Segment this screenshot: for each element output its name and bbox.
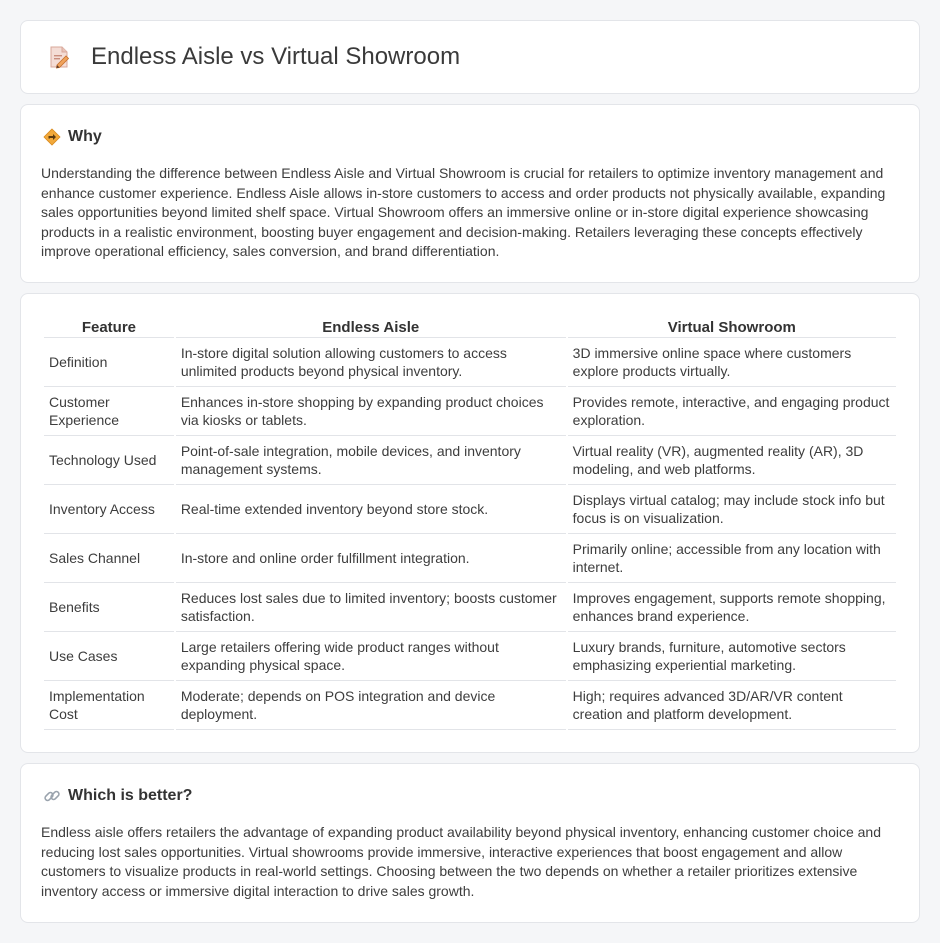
feature-cell: Inventory Access: [44, 485, 174, 534]
header-endless-aisle: Endless Aisle: [176, 316, 566, 338]
table-header-row: [44, 316, 896, 338]
comparison-table: [42, 316, 898, 730]
table-row: [44, 681, 896, 730]
why-title: Why: [68, 128, 102, 145]
table-row: [44, 338, 896, 387]
feature-cell: Customer Experience: [44, 387, 174, 436]
endless-aisle-cell: Reduces lost sales due to limited inventory; boosts customer satisfaction.: [176, 583, 566, 632]
endless-aisle-cell: Moderate; depends on POS integration and device deployment.: [176, 681, 566, 730]
document-edit-icon: [45, 43, 73, 71]
page-title: Endless Aisle vs Virtual Showroom: [91, 43, 461, 70]
virtual-showroom-cell: Primarily online; accessible from any location with internet.: [568, 534, 896, 583]
feature-cell: Definition: [44, 338, 174, 387]
table-row: [44, 436, 896, 485]
header-virtual-showroom: Virtual Showroom: [568, 316, 896, 338]
comparison-table-card: [20, 293, 920, 753]
feature-cell: Sales Channel: [44, 534, 174, 583]
table-row: [44, 534, 896, 583]
endless-aisle-cell: Real-time extended inventory beyond store stock.: [176, 485, 566, 534]
table-row: [44, 387, 896, 436]
endless-aisle-cell: In-store digital solution allowing customers to access unlimited products beyond physical inventory.: [176, 338, 566, 387]
header-feature: Feature: [44, 316, 174, 338]
why-text: Understanding the difference between Endless Aisle and Virtual Showroom is crucial for retailers to optimize inventory management and enhance customer experience. Endless Aisle allows in-store customers to access and order products not physically available, expanding sales opportunities beyond limited shelf space. Virtual Showroom offers an immersive online or in-store digital experience showcasing products in a realistic environment, boosting buyer engagement and decision-making. Retailers leveraging these concepts effectively improve operational efficiency, sales conversion, and brand differentiation.: [41, 165, 886, 259]
table-row: [44, 583, 896, 632]
table-row: [44, 632, 896, 681]
diamond-arrow-icon: [43, 128, 61, 146]
virtual-showroom-cell: Luxury brands, furniture, automotive sectors emphasizing experiential marketing.: [568, 632, 896, 681]
feature-cell: Benefits: [44, 583, 174, 632]
link-icon: [43, 787, 61, 805]
virtual-showroom-cell: Provides remote, interactive, and engaging product exploration.: [568, 387, 896, 436]
table-row: [44, 485, 896, 534]
endless-aisle-cell: Large retailers offering wide product ranges without expanding physical space.: [176, 632, 566, 681]
feature-cell: Technology Used: [44, 436, 174, 485]
virtual-showroom-cell: 3D immersive online space where customers explore products virtually.: [568, 338, 896, 387]
endless-aisle-cell: Point-of-sale integration, mobile devices, and inventory management systems.: [176, 436, 566, 485]
virtual-showroom-cell: Improves engagement, supports remote shopping, enhances brand experience.: [568, 583, 896, 632]
endless-aisle-cell: In-store and online order fulfillment integration.: [176, 534, 566, 583]
which-is-better-title: Which is better?: [68, 787, 193, 804]
why-section: [20, 104, 920, 283]
which-is-better-section: [20, 763, 920, 923]
virtual-showroom-cell: Displays virtual catalog; may include stock info but focus is on visualization.: [568, 485, 896, 534]
virtual-showroom-cell: Virtual reality (VR), augmented reality (AR), 3D modeling, and web platforms.: [568, 436, 896, 485]
header-card: [20, 20, 920, 94]
which-is-better-text: Endless aisle offers retailers the advantage of expanding product availability beyond physical inventory, enhancing customer choice and reducing lost sales opportunities. Virtual showrooms provide immersive, interactive experiences that boost engagement and allow customers to visualize products in real-world settings. Choosing between the two depends on whether a retailer prioritizes extensive inventory access or immersive digital interaction to drive sales growth.: [41, 824, 881, 899]
endless-aisle-cell: Enhances in-store shopping by expanding product choices via kiosks or tablets.: [176, 387, 566, 436]
virtual-showroom-cell: High; requires advanced 3D/AR/VR content creation and platform development.: [568, 681, 896, 730]
feature-cell: Implementation Cost: [44, 681, 174, 730]
feature-cell: Use Cases: [44, 632, 174, 681]
